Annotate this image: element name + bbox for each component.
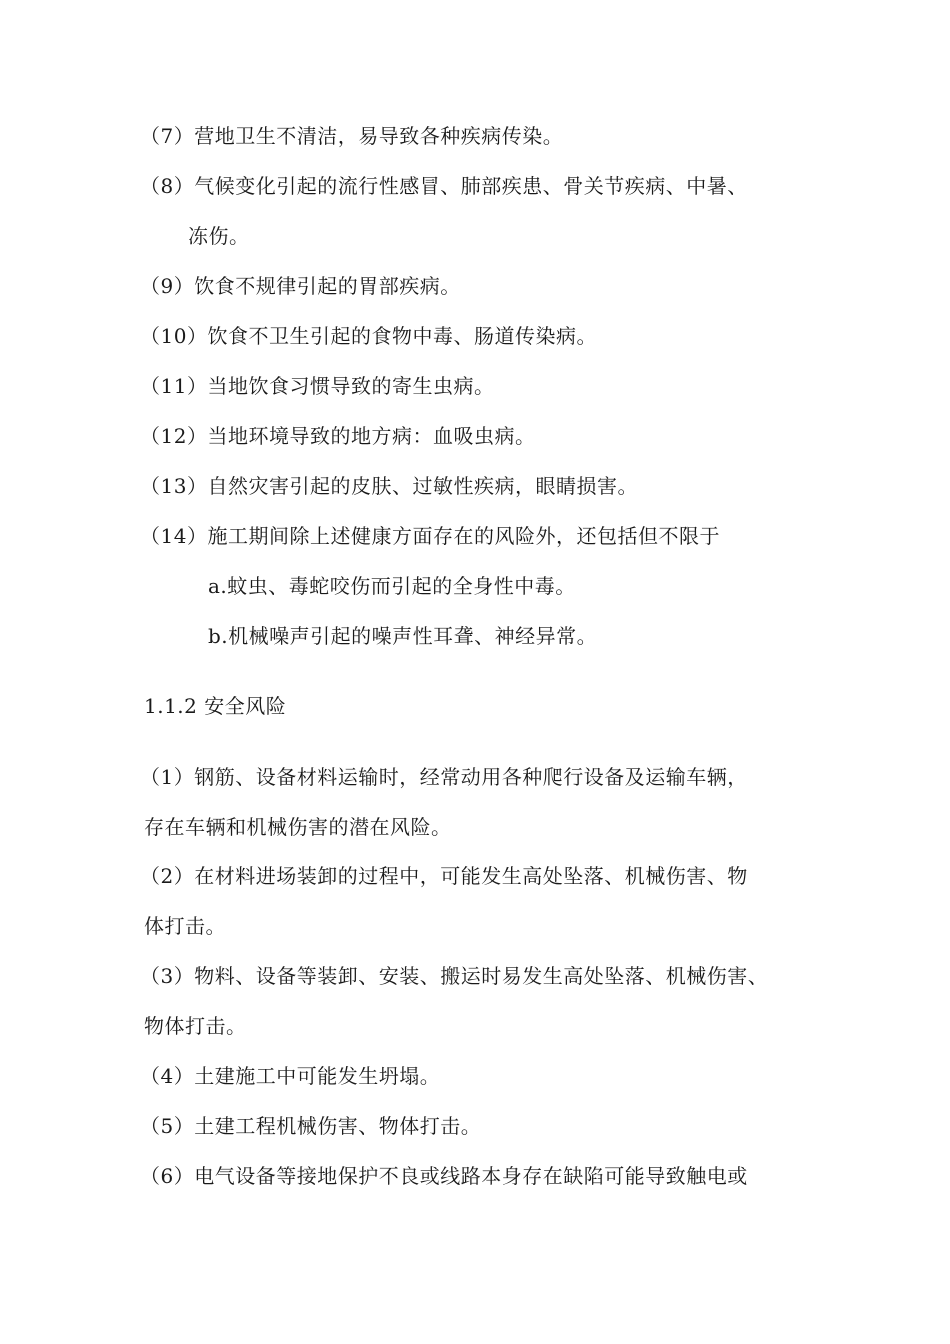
- health-item-8-continued: 冻伤。: [188, 224, 250, 248]
- safety-item-1: （1）钢筋、设备材料运输时，经常动用各种爬行设备及运输车辆，: [140, 765, 748, 789]
- safety-item-3: （3）物料、设备等装卸、安装、搬运时易发生高处坠落、机械伤害、: [140, 964, 769, 988]
- safety-item-5: （5）土建工程机械伤害、物体打击。: [140, 1114, 482, 1138]
- health-item-8: （8）气候变化引起的流行性感冒、肺部疾患、骨关节疾病、中暑、: [140, 174, 748, 198]
- health-item-10: （10）饮食不卫生引起的食物中毒、肠道传染病。: [140, 324, 597, 348]
- health-item-12: （12）当地环境导致的地方病：血吸虫病。: [140, 424, 536, 448]
- safety-item-3-continued: 物体打击。: [144, 1014, 247, 1038]
- health-item-13: （13）自然灾害引起的皮肤、过敏性疾病，眼睛损害。: [140, 474, 638, 498]
- health-item-14: （14）施工期间除上述健康方面存在的风险外，还包括但不限于: [140, 524, 720, 548]
- safety-item-1-continued: 存在车辆和机械伤害的潜在风险。: [144, 815, 452, 839]
- section-heading: 1.1.2 安全风险: [144, 694, 287, 718]
- health-subitem-a: a.蚊虫、毒蛇咬伤而引起的全身性中毒。: [208, 574, 576, 598]
- safety-item-2-continued: 体打击。: [144, 914, 226, 938]
- health-item-7: （7）营地卫生不清洁，易导致各种疾病传染。: [140, 124, 564, 148]
- health-item-11: （11）当地饮食习惯导致的寄生虫病。: [140, 374, 495, 398]
- health-item-9: （9）饮食不规律引起的胃部疾病。: [140, 274, 461, 298]
- health-subitem-b: b.机械噪声引起的噪声性耳聋、神经异常。: [208, 624, 598, 648]
- safety-item-6: （6）电气设备等接地保护不良或线路本身存在缺陷可能导致触电或: [140, 1164, 748, 1188]
- safety-item-2: （2）在材料进场装卸的过程中，可能发生高处坠落、机械伤害、物: [140, 864, 748, 888]
- safety-item-4: （4）土建施工中可能发生坍塌。: [140, 1064, 441, 1088]
